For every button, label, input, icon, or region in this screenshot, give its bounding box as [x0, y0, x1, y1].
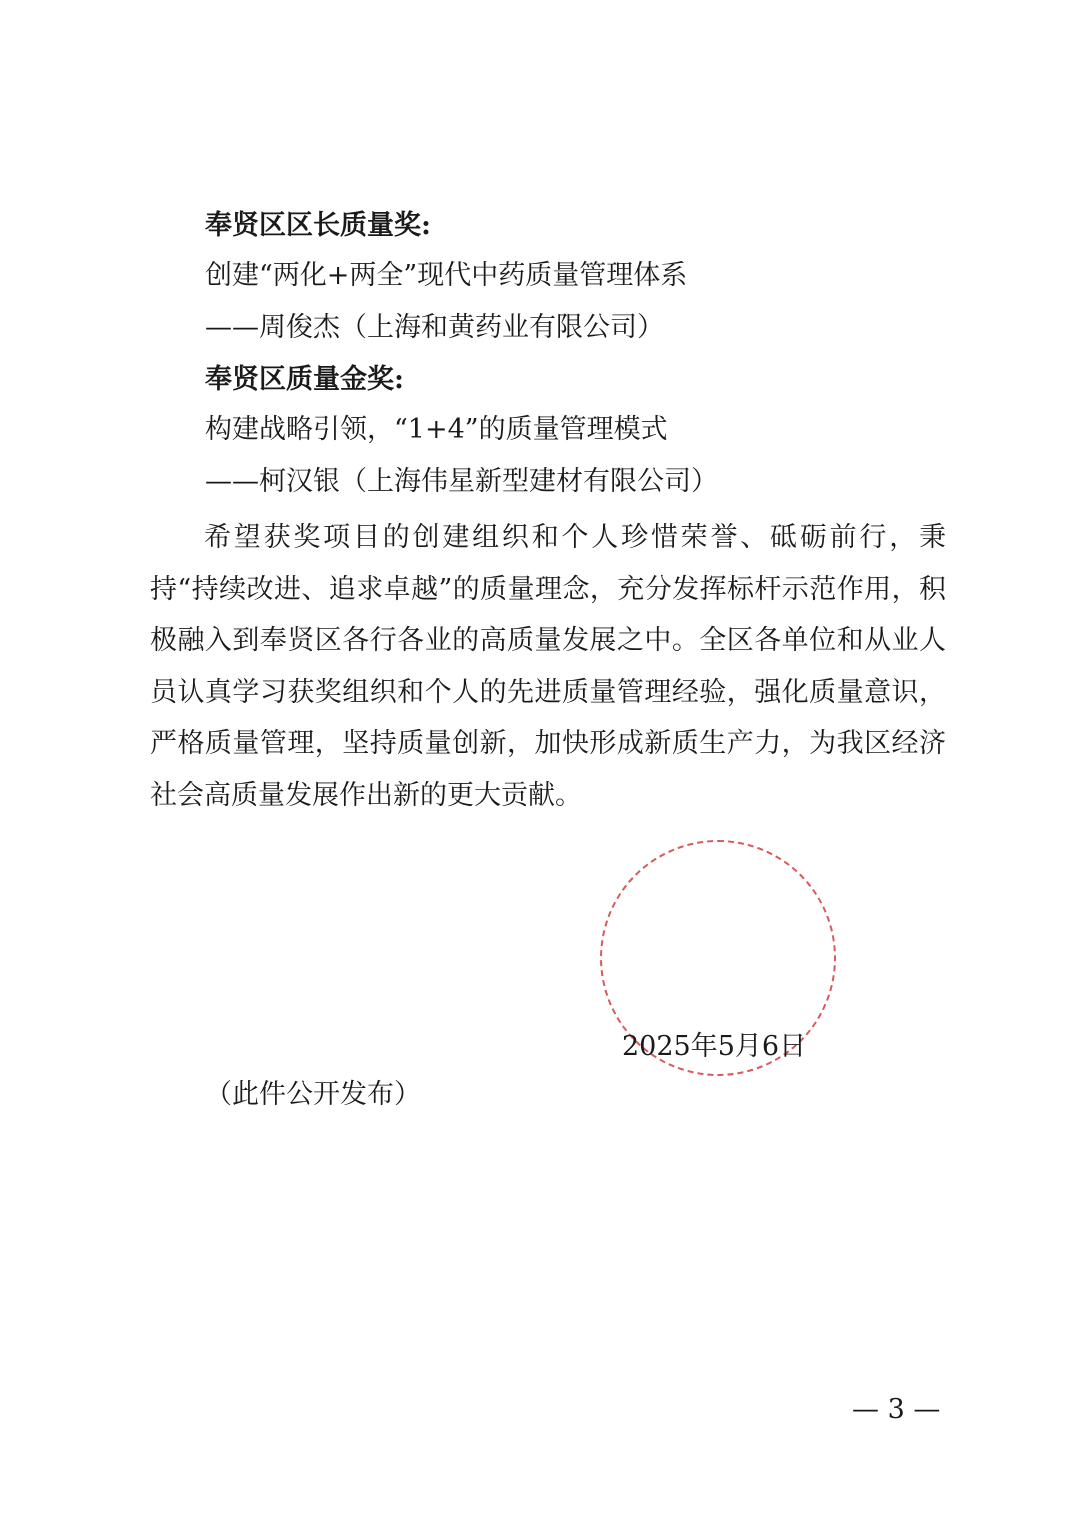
award1-winner: ——周俊杰（上海和黄药业有限公司） [205, 312, 664, 343]
award2-project: 构建战略引领，“1+4”的质量管理模式 [205, 414, 668, 445]
body-paragraph: 希望获奖项目的创建组织和个人珍惜荣誉、砥砺前行，秉持“持续改进、追求卓越”的质量理念，充分发挥标杆示范作用，积极融入到奉贤区各行各业的高质量发展之中。全区各单位和从业人员认真学习获奖组织和个人的先进质量管理经验，强化质量意识，严格质量管理，坚持质量创新，加快形成新质生产力，为我区经济社会高质量发展作出新的更大贡献。 [150, 522, 946, 811]
award1-project: 创建“两化+两全”现代中药质量管理体系 [205, 260, 688, 291]
award2-heading: 奉贤区质量金奖: [205, 364, 404, 395]
award1-heading: 奉贤区区长质量奖: [205, 210, 431, 241]
award2-winner: ——柯汉银（上海伟星新型建材有限公司） [205, 466, 718, 497]
page-number: — 3 — [852, 1394, 941, 1425]
issue-date: 2025年5月6日 [622, 1031, 807, 1062]
release-note: （此件公开发布） [205, 1079, 421, 1110]
